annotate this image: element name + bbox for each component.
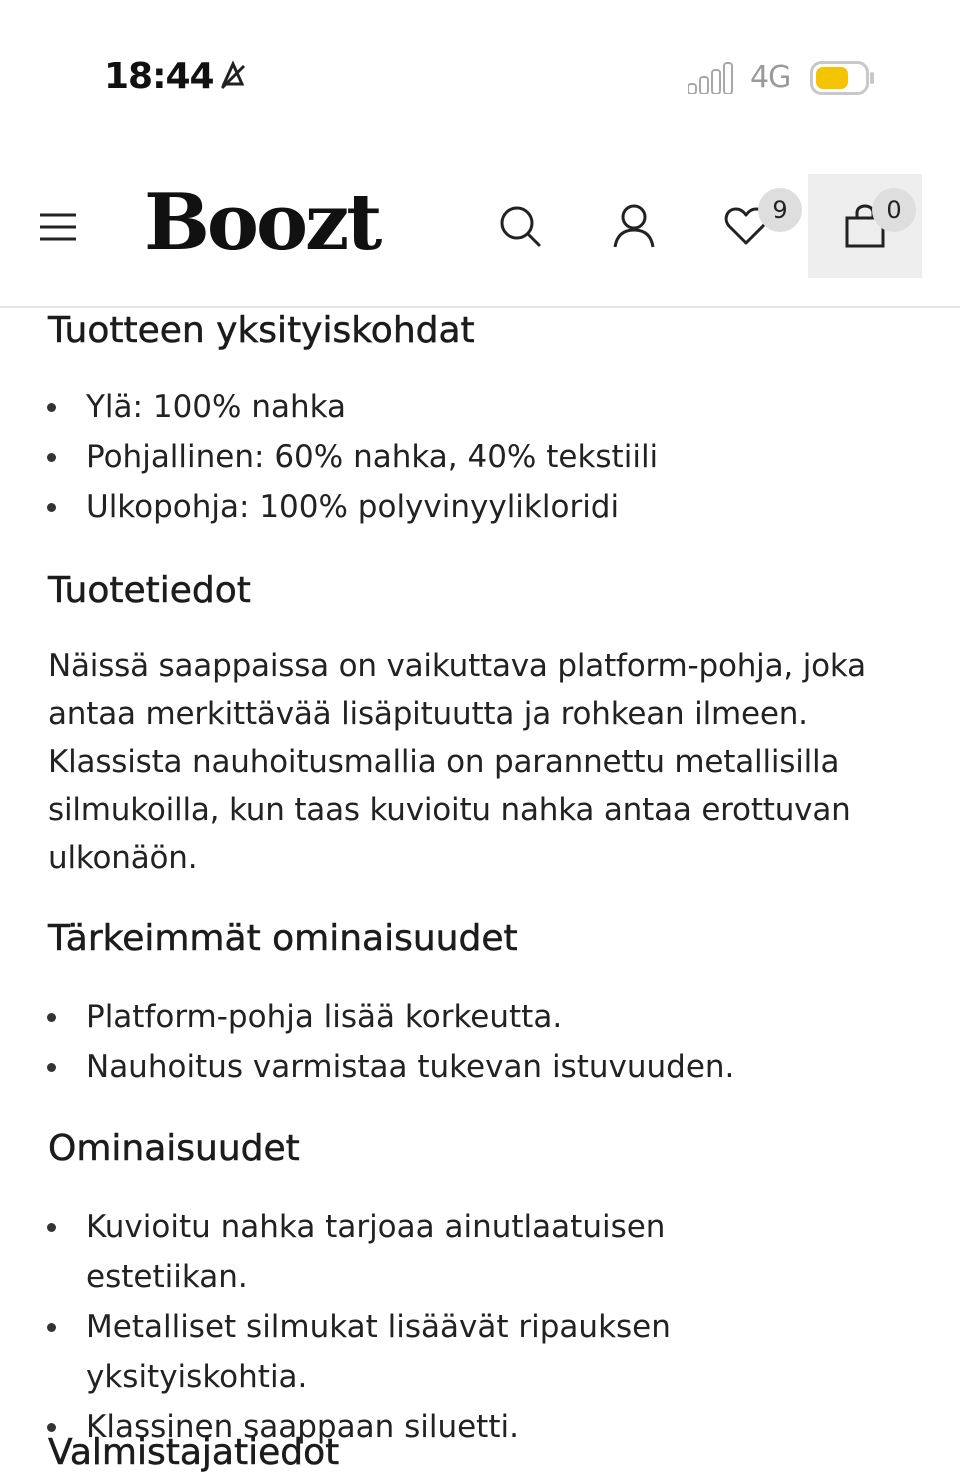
features-heading: Ominaisuudet xyxy=(48,1128,300,1169)
list-item: Ulkopohja: 100% polyvinyylikloridi xyxy=(0,482,900,532)
account-button[interactable] xyxy=(598,190,670,262)
bullet-icon xyxy=(47,503,56,512)
boozt-logo[interactable]: Boozt xyxy=(144,177,380,268)
status-time: 18:44 xyxy=(104,56,214,97)
status-bar xyxy=(0,0,960,150)
bullet-icon xyxy=(47,1063,56,1072)
battery-icon xyxy=(810,61,876,95)
signal-strength-icon xyxy=(688,62,738,94)
bullet-icon xyxy=(47,453,56,462)
cart-count-badge: 0 xyxy=(872,188,916,232)
bullet-icon xyxy=(47,1423,56,1432)
product-info-heading: Tuotetiedot xyxy=(48,570,251,611)
site-header xyxy=(0,150,960,308)
list-item: Nauhoitus varmistaa tukevan istuvuuden. xyxy=(0,1042,900,1092)
bullet-icon xyxy=(47,1223,56,1232)
key-features-list xyxy=(0,992,900,1092)
list-item: Klassinen saappaan siluetti. xyxy=(0,1402,820,1452)
search-button[interactable] xyxy=(484,190,556,262)
features-list xyxy=(0,1202,820,1452)
bullet-icon xyxy=(47,403,56,412)
bullet-icon xyxy=(47,1013,56,1022)
product-details-list xyxy=(0,382,900,532)
user-icon xyxy=(612,203,656,249)
network-type: 4G xyxy=(750,60,791,95)
manufacturer-heading: Valmistajatiedot xyxy=(48,1432,340,1473)
key-features-heading: Tärkeimmät ominaisuudet xyxy=(48,918,518,959)
list-item: Platform-pohja lisää korkeutta. xyxy=(0,992,900,1042)
product-info-text: Näissä saappaissa on vaikuttava platform-pohja, joka antaa merkittävää lisäpituutta ja rohkean ilmeen. Klassista nauhoitusmallia on parannettu metallisilla silmukoilla, kun taas kuvioitu nahka antaa erottuvan ulkonäön. xyxy=(48,648,866,876)
list-item: Pohjallinen: 60% nahka, 40% tekstiili xyxy=(0,432,900,482)
list-item: Ylä: 100% nahka xyxy=(0,382,900,432)
wishlist-count-badge: 9 xyxy=(758,188,802,232)
list-item: Metalliset silmukat lisäävät ripauksen yksityiskohtia. xyxy=(0,1302,706,1402)
list-item: Kuvioitu nahka tarjoaa ainutlaatuisen estetiikan. xyxy=(0,1202,820,1302)
search-icon xyxy=(498,204,542,248)
bullet-icon xyxy=(47,1323,56,1332)
product-details-heading: Tuotteen yksityiskohdat xyxy=(48,310,475,351)
notification-muted-icon xyxy=(218,58,248,94)
hamburger-menu-icon[interactable] xyxy=(38,210,78,244)
